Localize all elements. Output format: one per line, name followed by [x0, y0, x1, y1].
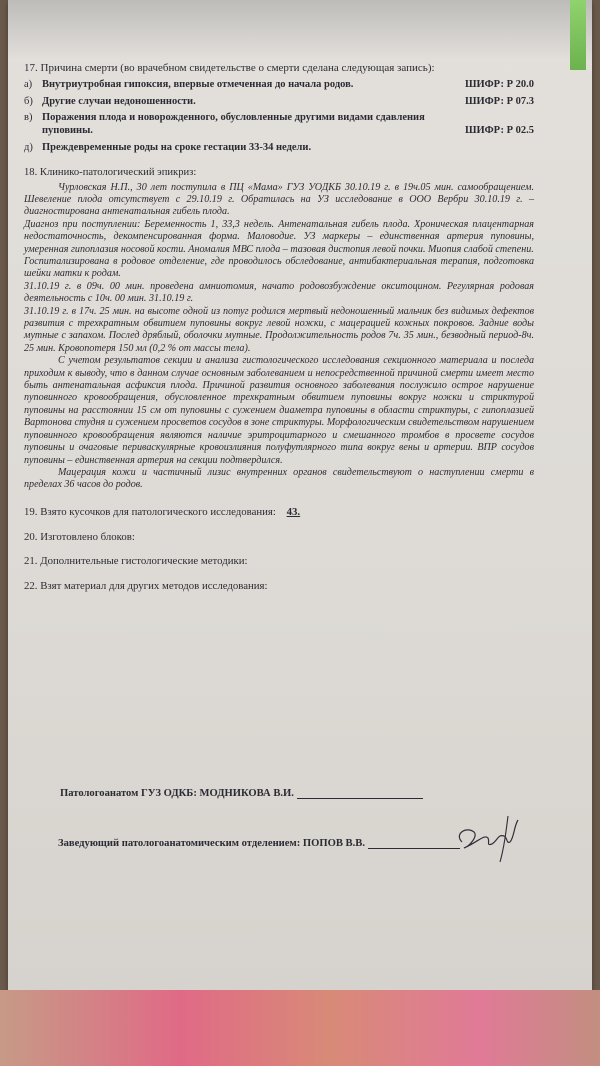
section-18-heading [24, 167, 534, 180]
cause-item-d [24, 142, 534, 155]
epicrisis-text [24, 182, 534, 492]
head-label: Заведующий патологоанатомическим отделением: ПОПОВ В.В. [58, 838, 365, 849]
field-value: 43. [286, 505, 301, 518]
field-number: 22. [24, 580, 38, 593]
section-title: Клинико-патологический эпикриз: [39, 166, 197, 178]
epicrisis-paragraph: Чурловская Н.П., 30 лет поступила в ПЦ «Мама» ГУЗ УОДКБ 30.10.19 г. в 19ч.05 мин. самообращением. Шевеление плода отсутствует с 29.10.19 г. Обратилась на УЗ исследование в ООО Вербри 30.10.19 г. – диагностирована антенатальная гибель плода. [24, 181, 534, 218]
item-code: ШИФР: Р 02.5 [464, 125, 534, 137]
section-title: Причина смерти (во врачебном свидетельстве о смерти сделана следующая запись): [40, 62, 435, 74]
form-fields [24, 506, 534, 593]
epicrisis-paragraph: 31.10.19 г. в 17ч. 25 мин. на высоте одной из потуг родился мертвый недоношенный мальчик без видимых дефектов развития с трехкратным обвитием пуповины вокруг левой ножки, с мацерацией кожных покровов. Задние воды мутные с запахом. Послед дряблый, оболочки мутные. Продолжительность родов 7ч. 35 мин., безводный период-8ч. 25 мин. Кровопотеря 150 мл (0,2 % от массы тела). [24, 305, 534, 354]
field-21 [24, 555, 534, 568]
pathologist-label: Патологоанатом ГУЗ ОДКБ: МОДНИКОВА В.И. [60, 788, 294, 799]
handwritten-signature [448, 812, 528, 868]
field-number: 21. [24, 555, 38, 568]
epicrisis-paragraph: 31.10.19 г. в 09ч. 00 мин. проведена амниотомия, начато родовозбуждение окситоцином. Регулярная родовая деятельность с 10ч. 00 мин. 31.10.19 г. [24, 280, 534, 305]
item-code: ШИФР: Р 20.0 [464, 78, 534, 90]
item-letter: а) [24, 78, 33, 90]
item-code: ШИФР: Р 07.3 [464, 95, 534, 107]
field-20 [24, 531, 534, 544]
head-signature-line [58, 838, 460, 849]
field-number: 20. [24, 530, 38, 543]
epicrisis-paragraph: Госпитализирована в родовое отделение, где проводилось обследование, антибактериальная терапия, подготовка шейки матки к родам. [24, 256, 534, 280]
pathologist-signature-line [60, 788, 423, 799]
epicrisis-paragraph: Диагноз при поступлении: Беременность 1, 33,3 недель. Антенатальная гибель плода. Хроническая плацентарная недостаточность, декомпенсированная форма. Маловодие. УЗ маркеры – единственная артерия пуповины, умеренная гипоплазия носовой кости. Аномалия МВС плода – тазовая дистопия левой почки. Миопия слабой степени. [24, 218, 534, 255]
item-text: Внутриутробная гипоксия, впервые отмеченная до начала родов. [42, 78, 354, 90]
section-number: 17. [24, 62, 38, 74]
item-text: Другие случаи недоношенности. [42, 95, 196, 107]
field-19 [24, 506, 534, 519]
item-text: Поражения плода и новорожденного, обусловленные другими видами сдавления пуповины. [42, 112, 425, 137]
background-fabric [0, 990, 600, 1066]
signature-blank [297, 798, 423, 799]
field-22 [24, 580, 534, 593]
cause-item-c [24, 112, 534, 138]
section-number: 18. [24, 166, 38, 178]
green-tape [570, 0, 586, 70]
field-label: Взят материал для других методов исследования: [40, 580, 268, 593]
shadow [8, 0, 592, 60]
field-label: Дополнительные гистологические методики: [40, 555, 248, 568]
cause-item-b [24, 96, 534, 109]
item-letter: д) [24, 141, 33, 153]
item-letter: б) [24, 95, 33, 107]
cause-item-a [24, 79, 534, 92]
item-letter: в) [24, 112, 33, 124]
section-17-heading [24, 62, 534, 75]
epicrisis-paragraph: Мацерация кожи и частичный лизис внутренних органов свидетельствуют о наступлении смерти в пределах 36 часов до родов. [24, 466, 534, 491]
field-number: 19. [24, 505, 38, 518]
epicrisis-paragraph: С учетом результатов секции и анализа гистологического исследования секционного материала и последа приходим к выводу, что в данном случае основным заболеванием и непосредственной причиной смерти имеет место быть антенатальная асфиксия плода. Причиной развития основного заболевания послужило острое нарушение пуповинного кровообращения, обусловленное трехкратным обвитием пуповины вокруг ножки и стриктурой пуповины на расстоянии 15 см от пуповины с сужением диаметра пуповины в области стриктуры, с гипоплазией Вартонова студня и сужением просветов сосудов в зоне стриктуры. Морфологическим свидетельством нарушением пуповинного кровообращения являются наличие эритроцитарного и смешанного тромбов в просвете сосудов пуповины и очаговые периваскулярные кровоизлияния полуфутлярного типа вокруг вены и артерии. ВПР сосудов пуповины – единственная артерия на секции подтвердился. [24, 355, 534, 466]
item-text: Преждевременные роды на сроке гестации 33-34 недели. [42, 141, 312, 153]
field-label: Взято кусочков для патологического исследования: [40, 505, 276, 518]
field-label: Изготовлено блоков: [40, 530, 135, 543]
document-content [24, 62, 534, 605]
signature-blank [368, 848, 460, 849]
